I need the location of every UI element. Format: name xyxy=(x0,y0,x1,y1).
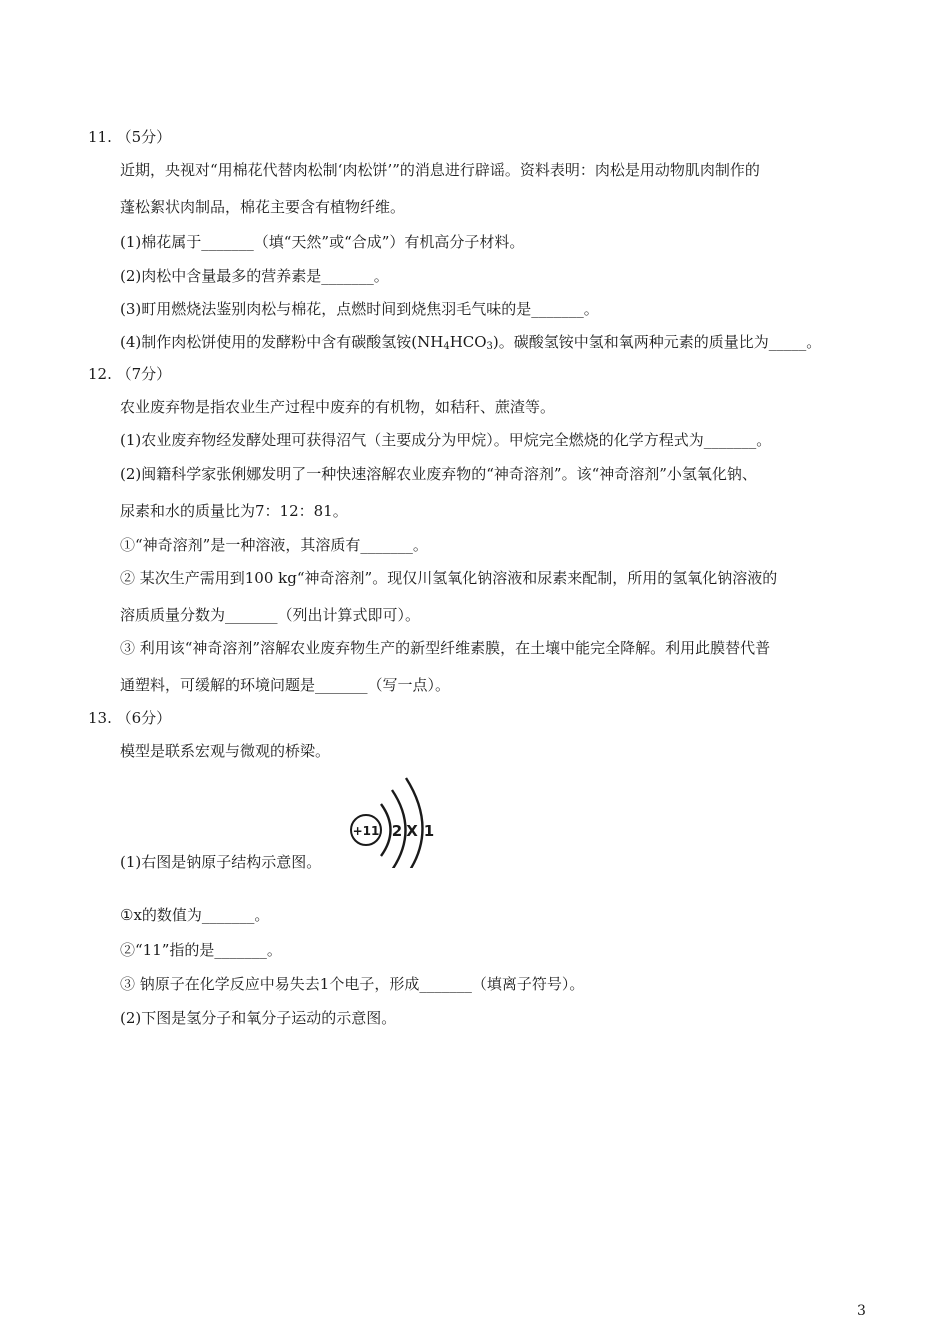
q12-heading: 12. （7分） xyxy=(88,365,172,383)
q13-heading: 13. （6分） xyxy=(88,709,172,727)
q12-sub2-line1: ② 某次生产需用到100 kg“神奇溶剂”。现仅川氢氧化钠溶液和尿素来配制，所用的氢氧化钠溶液的 xyxy=(120,569,778,587)
nucleus-charge: +11 xyxy=(352,824,380,838)
q11-part3: (3)町用燃烧法鉴别肉松与棉花，点燃时间到烧焦羽毛气味的是_______。 xyxy=(120,300,599,318)
q13-sub2: ②“11”指的是_______。 xyxy=(120,941,282,959)
q12-part2-line2: 尿素和水的质量比为7：12：81。 xyxy=(120,502,348,520)
q11-intro-line1: 近期，央视对“用棉花代替肉松制‘肉松饼’”的消息进行辟谣。资料表明：肉松是用动物肌肉制作的 xyxy=(120,161,760,179)
q12-sub1: ①“神奇溶剂”是一种溶液，其溶质有_______。 xyxy=(120,536,428,554)
q12-sub3-line1: ③ 利用该“神奇溶剂”溶解农业废弃物生产的新型纤维素膜，在土壤中能完全降解。利用此膜替代普 xyxy=(120,639,771,657)
q11-part4-text-c: )。碳酸氢铵中氢和氧两种元素的质量比为_____。 xyxy=(492,333,822,351)
q12-intro: 农业废弃物是指农业生产过程中废弃的有机物，如秸秆、蔗渣等。 xyxy=(120,398,556,416)
q12-part1: (1)农业废弃物经发酵处理可获得沼气（主要成分为甲烷）。甲烷完全燃烧的化学方程式为_______。 xyxy=(120,431,772,449)
q11-part4-subscript-3: 3 xyxy=(486,341,493,352)
q11-heading: 11. （5分） xyxy=(88,128,172,146)
page-number: 3 xyxy=(857,1303,866,1319)
q11-part4-subscript-4: 4 xyxy=(443,341,450,352)
q11-intro-line2: 蓬松絮状肉制品，棉花主要含有植物纤维。 xyxy=(120,198,406,216)
q13-part2: (2)下图是氢分子和氧分子运动的示意图。 xyxy=(120,1009,397,1027)
q11-part4-text-a: (4)制作肉松饼使用的发酵粉中含有碳酸氢铵(NH xyxy=(120,333,444,351)
electron-shell-1-arc xyxy=(381,804,391,856)
q13-sub1: ①x的数值为_______。 xyxy=(120,906,270,924)
q13-part1: (1)右图是钠原子结构示意图。 xyxy=(120,853,322,871)
q12-sub3-line2: 通塑料，可缓解的环境问题是_______（写一点）。 xyxy=(120,676,451,694)
q12-part2-line1: (2)闽籍科学家张俐娜发明了一种快速溶解农业废弃物的“神奇溶剂”。该“神奇溶剂”小氢氧化钠、 xyxy=(120,465,757,483)
shell3-electron-count: 1 xyxy=(423,822,435,840)
shell2-electron-count: X xyxy=(406,822,418,840)
shell1-electron-count: 2 xyxy=(391,822,403,840)
sodium-atom-structure-diagram xyxy=(344,768,444,868)
q12-sub2-line2: 溶质质量分数为_______（列出计算式即可）。 xyxy=(120,606,421,624)
q13-sub3: ③ 钠原子在化学反应中易失去1个电子，形成_______（填离子符号）。 xyxy=(120,975,585,993)
q13-intro: 模型是联系宏观与微观的桥梁。 xyxy=(120,742,331,760)
q11-part2: (2)肉松中含量最多的营养素是_______。 xyxy=(120,267,389,285)
q11-part4-text-b: HCO xyxy=(449,333,487,351)
q11-part1: (1)棉花属于_______（填“天然”或“合成”）有机高分子材料。 xyxy=(120,233,525,251)
q11-part4 xyxy=(120,332,821,357)
